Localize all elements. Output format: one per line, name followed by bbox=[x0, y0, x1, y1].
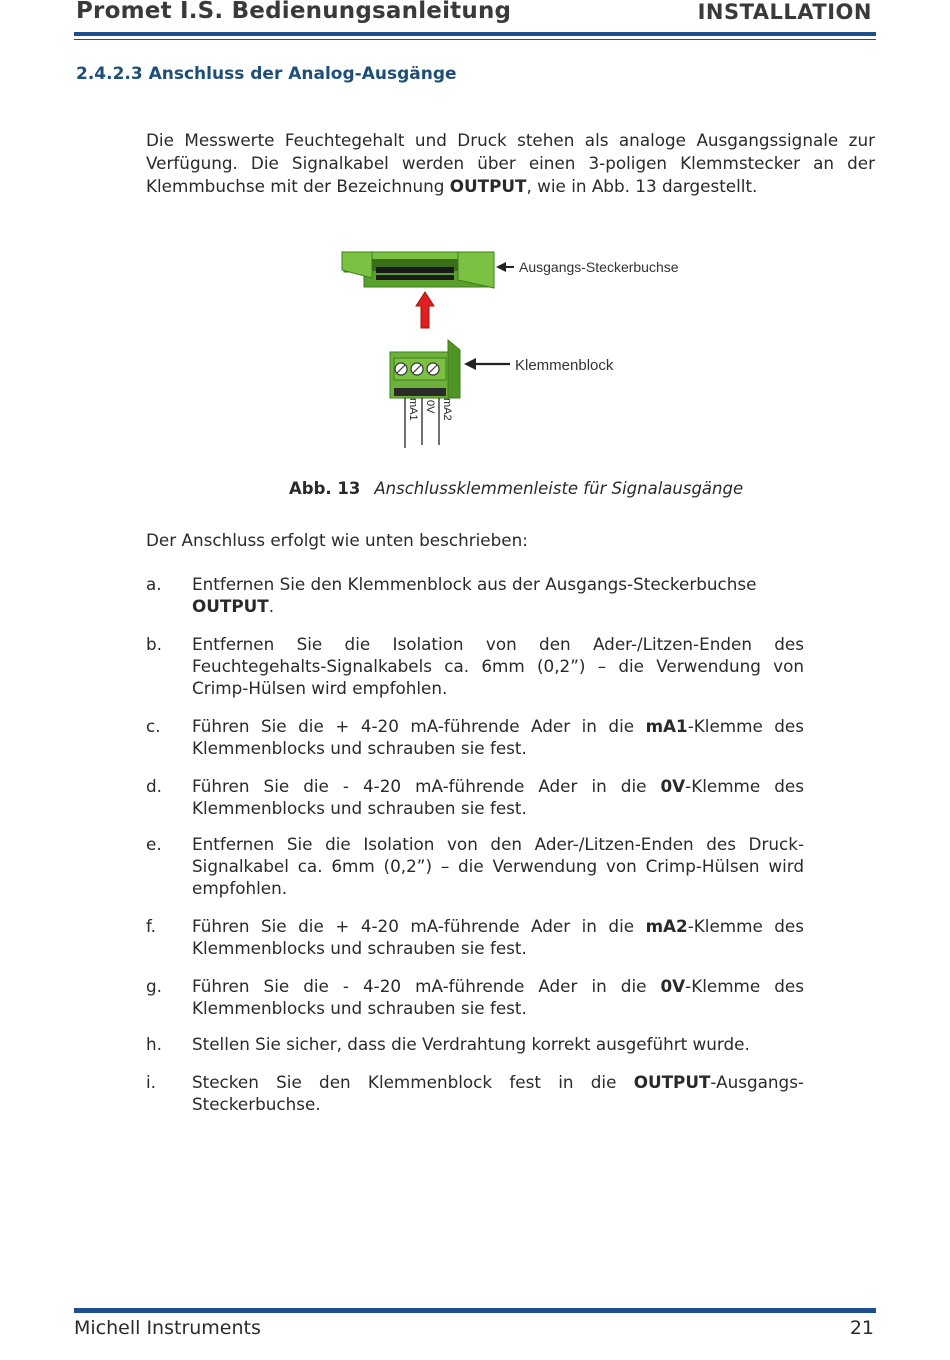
figure-caption bbox=[289, 479, 743, 498]
section-heading: 2.4.2.3 Anschluss der Analog-Ausgänge bbox=[76, 64, 457, 84]
list-item bbox=[146, 833, 804, 899]
output-socket bbox=[342, 252, 494, 288]
document-title: Promet I.S. Bedienungsanleitung bbox=[76, 0, 512, 24]
intro-paragraph bbox=[146, 129, 875, 198]
block-pointer-arrowhead bbox=[464, 358, 476, 370]
list-item bbox=[146, 715, 804, 759]
list-item bbox=[146, 573, 804, 617]
step-letter: a. bbox=[146, 574, 162, 594]
list-item bbox=[146, 775, 804, 819]
caption-text: Anschlussklemmenleiste für Signalausgänge bbox=[374, 479, 744, 498]
block-label: Klemmenblock bbox=[515, 357, 614, 374]
intro-text-2: , wie in Abb. 13 dargestellt. bbox=[526, 176, 758, 196]
step-text: Entfernen Sie die Isolation von den Ader-/Litzen-Enden des Feuchtegehalts-Signalkabels ca. 6mm (0,2”) – die Verwendung von Crimp-Hülsen wird empfohlen. bbox=[192, 634, 804, 698]
step-text: Führen Sie die - 4-20 mA-führende Ader in die 0V-Klemme des Klemmenblocks und schrauben sie fest. bbox=[192, 976, 804, 1018]
socket-label: Ausgangs-Steckerbuchse bbox=[519, 259, 679, 275]
insert-arrow bbox=[416, 292, 434, 328]
footer-company: Michell Instruments bbox=[74, 1317, 261, 1339]
page-number: 21 bbox=[849, 1317, 874, 1339]
step-text: Führen Sie die + 4-20 mA-führende Ader in die mA2-Klemme des Klemmenblocks und schrauben sie fest. bbox=[192, 916, 805, 958]
step-text: Führen Sie die + 4-20 mA-führende Ader in die mA1-Klemme des Klemmenblocks und schrauben sie fest. bbox=[192, 716, 805, 758]
step-text: Stellen Sie sicher, dass die Verdrahtung korrekt ausgeführt wurde. bbox=[192, 1034, 750, 1054]
step-letter: e. bbox=[146, 834, 162, 854]
step-letter: i. bbox=[146, 1072, 156, 1092]
step-letter: b. bbox=[146, 634, 162, 654]
step-letter: f. bbox=[146, 916, 157, 936]
list-item bbox=[146, 1071, 804, 1115]
section-label: INSTALLATION bbox=[697, 0, 872, 24]
step-letter: h. bbox=[146, 1034, 162, 1054]
step-letter: c. bbox=[146, 716, 161, 736]
header-rule-thin bbox=[74, 39, 876, 40]
list-item bbox=[146, 975, 804, 1019]
intro-output-term: OUTPUT bbox=[449, 176, 527, 196]
wire-label-ma1: mA1 bbox=[407, 398, 419, 421]
list-item bbox=[146, 633, 804, 699]
terminal-block bbox=[390, 340, 460, 398]
steps-lead: Der Anschluss erfolgt wie unten beschrieben: bbox=[146, 530, 528, 550]
list-item bbox=[146, 1033, 804, 1055]
step-text: Führen Sie die - 4-20 mA-führende Ader in die 0V-Klemme des Klemmenblocks und schrauben sie fest. bbox=[192, 776, 804, 818]
header-rule-thick bbox=[74, 32, 876, 36]
caption-number: Abb. 13 bbox=[289, 479, 361, 498]
step-text: Stecken Sie den Klemmenblock fest in die OUTPUT-Ausgangs-Steckerbuchse. bbox=[192, 1072, 804, 1114]
terminal-block-diagram bbox=[330, 240, 710, 455]
wire-label-0v: 0V bbox=[424, 400, 436, 414]
step-letter: g. bbox=[146, 976, 162, 996]
step-text: Entfernen Sie die Isolation von den Ader-/Litzen-Enden des Druck-Signalkabel ca. 6mm (0,2”) – die Verwendung von Crimp-Hülsen wird empfohlen. bbox=[192, 834, 804, 898]
intro-text-1: Die Messwerte Feuchtegehalt und Druck stehen als analoge Ausgangssignale zur Verfügung. Die Signalkabel werden über einen 3-poligen Klemmstecker an der Klemmbuchse mit der Bezeichnung bbox=[146, 130, 875, 196]
wire-label-ma2: mA2 bbox=[441, 398, 453, 421]
step-text: Entfernen Sie den Klemmenblock aus der Ausgangs-Steckerbuchse OUTPUT. bbox=[192, 574, 757, 616]
socket-pointer-arrowhead bbox=[496, 262, 506, 272]
footer-rule bbox=[74, 1308, 876, 1313]
list-item bbox=[146, 915, 804, 959]
step-letter: d. bbox=[146, 776, 162, 796]
